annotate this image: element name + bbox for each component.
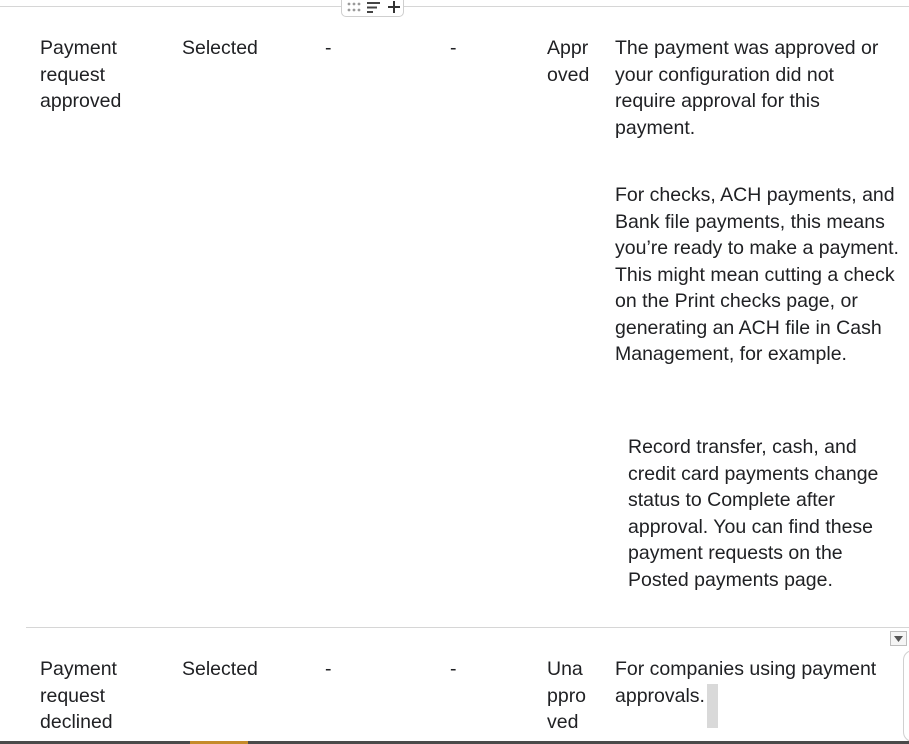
row1-col4-cell: - bbox=[450, 37, 457, 59]
add-row-icon[interactable] bbox=[388, 1, 400, 13]
row1-col3-cell: - bbox=[325, 37, 332, 59]
chevron-down-icon bbox=[894, 636, 903, 642]
row1-col2-cell: Selected bbox=[182, 37, 258, 59]
row2-col4-cell: - bbox=[450, 658, 457, 680]
row2-description-para-1[interactable]: For companies using payment approvals. bbox=[615, 658, 877, 707]
row1-status-cell: Approved bbox=[547, 37, 590, 86]
row-toolbar[interactable] bbox=[341, 0, 404, 17]
table-top-border bbox=[0, 6, 909, 7]
row2-status-cell: Unapproved bbox=[547, 658, 587, 733]
row1-description-para-2: For checks, ACH payments, and Bank file payments, this means you’re ready to make a payment. This might mean cutting a check on the Print checks page, or generating an ACH file in Cash Management, for example. bbox=[615, 184, 899, 365]
row2-col2-cell: Selected bbox=[182, 658, 258, 680]
side-panel-edge[interactable] bbox=[903, 650, 909, 742]
row1-event-cell: Payment request approved bbox=[40, 37, 122, 112]
drag-handle-icon[interactable] bbox=[347, 2, 363, 12]
row-divider bbox=[26, 627, 909, 628]
row2-col3-cell: - bbox=[325, 658, 332, 680]
cell-menu-dropdown[interactable] bbox=[890, 631, 907, 646]
row1-description-para-1: The payment was approved or your configuration did not require approval for this payment. bbox=[615, 37, 879, 139]
text-cursor bbox=[707, 684, 718, 728]
align-left-icon[interactable] bbox=[367, 2, 381, 13]
row2-event-cell: Payment request declined bbox=[40, 658, 117, 733]
row1-description-para-3: Record transfer, cash, and credit card payments change status to Complete after approval. You can find these payment requests on the Posted payments page. bbox=[628, 436, 879, 591]
